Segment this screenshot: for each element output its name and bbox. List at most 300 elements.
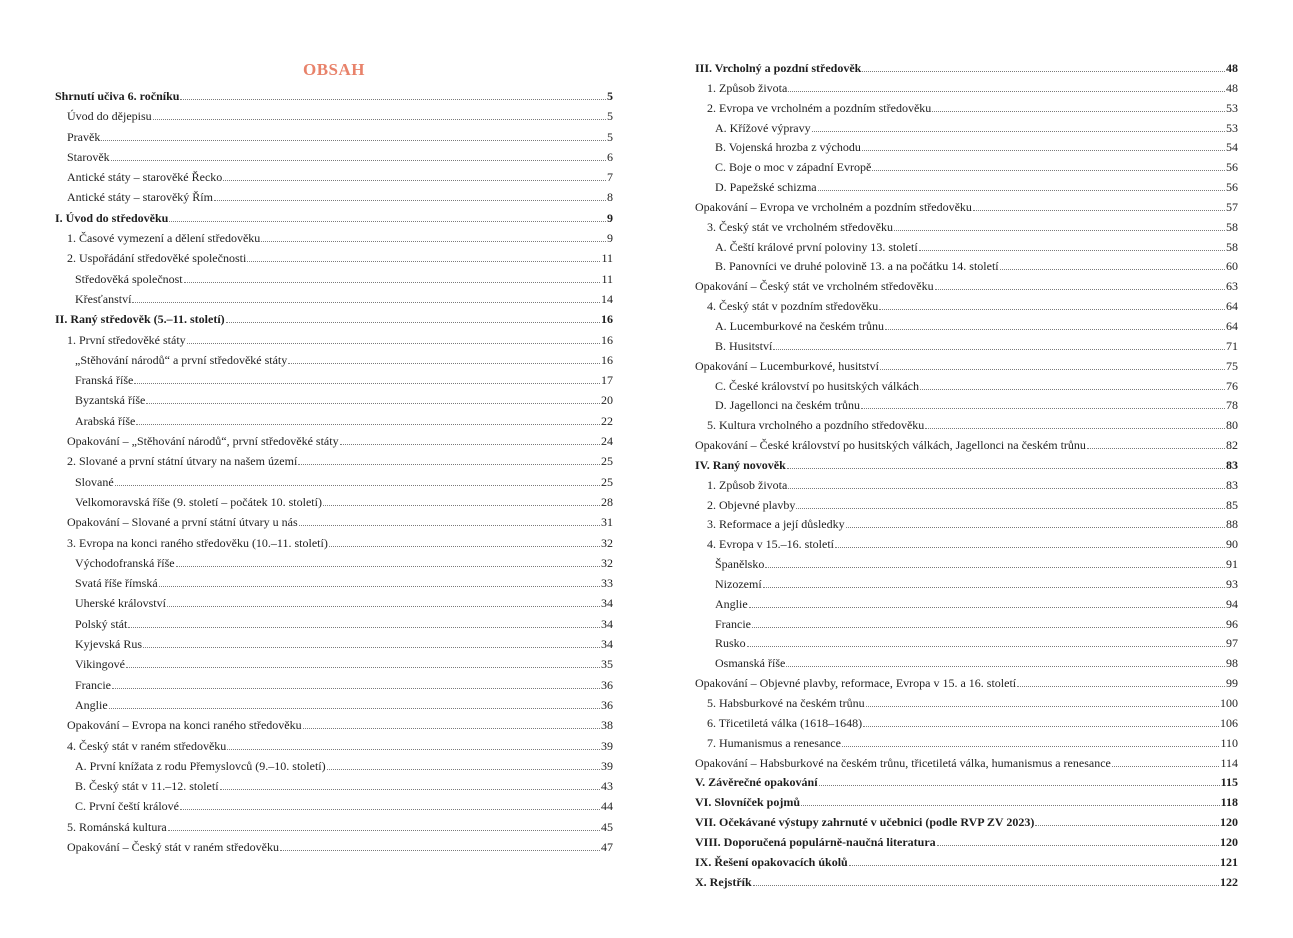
toc-entry[interactable] [695,138,1238,158]
toc-entry[interactable] [695,654,1238,674]
toc-entry-label: Křesťanství [75,291,132,306]
toc-entry-label: Opakování – „Stěhování národů“, první středověké státy [67,434,339,449]
toc-entry-page-number: 28 [601,494,613,509]
toc-entry-label: C. První čeští králové [75,799,179,814]
toc-entry[interactable] [695,436,1238,456]
dot-leader [115,484,600,486]
toc-entry-page-number: 5 [607,109,613,124]
toc-entry[interactable] [55,817,613,837]
toc-entry-label: Rusko [715,636,746,651]
toc-entry-label: A. Lucemburkové na českém trůnu [715,318,884,333]
dot-leader [788,487,1225,489]
dot-leader [184,281,601,283]
toc-entry-page-number: 16 [601,352,613,367]
dot-leader [1035,824,1219,826]
dot-leader [169,220,606,222]
dot-leader [299,524,600,526]
toc-entry-page-number: 39 [601,758,613,773]
toc-entry-page-number: 85 [1226,497,1238,512]
toc-entry[interactable] [55,675,613,695]
toc-entry[interactable] [55,187,613,207]
toc-entry[interactable] [55,533,613,553]
dot-leader [749,606,1225,608]
toc-entry-label: Opakování – České království po husitských válkách, Jagellonci na českém trůnu [695,438,1086,453]
toc-entry[interactable] [55,289,613,309]
toc-entry-label: Franská říše [75,373,134,388]
toc-entry-label: 7. Humanismus a renesance [707,735,841,750]
toc-entry-page-number: 60 [1226,259,1238,274]
toc-entry[interactable] [695,158,1238,178]
toc-entry-label: Byzantská říše [75,393,146,408]
toc-entry[interactable] [695,674,1238,694]
toc-entry-page-number: 22 [601,413,613,428]
toc-entry-label: D. Papežské schizma [715,180,817,195]
dot-leader [329,545,600,547]
toc-entry-page-number: 64 [1226,318,1238,333]
toc-entries-right [695,59,1238,892]
toc-entry[interactable] [695,99,1238,119]
toc-entry-page-number: 6 [607,149,613,164]
toc-entry[interactable] [695,277,1238,297]
toc-entry-page-number: 31 [601,515,613,530]
toc-entry-label: 5. Kultura vrcholného a pozdního středověku [707,418,925,433]
toc-entry-label: Polský stát [75,616,128,631]
toc-entry-page-number: 9 [607,210,613,225]
toc-entry-label: 4. Český stát v raném středověku [67,738,227,753]
dot-leader [846,526,1225,528]
toc-entry-page-number: 11 [601,251,613,266]
toc-entry[interactable] [55,411,613,431]
toc-entry[interactable] [55,654,613,674]
toc-entry-label: 3. Evropa na konci raného středověku (10.–11. století) [67,535,328,550]
dot-leader [303,727,600,729]
toc-entry-label: III. Vrcholný a pozdní středověk [695,61,862,75]
toc-entry-page-number: 53 [1226,100,1238,115]
toc-entry-label: Nizozemí [715,576,762,591]
toc-entry-page-number: 36 [601,697,613,712]
toc-entry-page-number: 99 [1226,676,1238,691]
dot-leader [752,626,1225,628]
toc-entry[interactable] [695,317,1238,337]
toc-entry-page-number: 75 [1226,358,1238,373]
toc-entry-label: Úvod do dějepisu [67,109,152,124]
dot-leader [214,199,606,201]
dot-leader [223,179,606,181]
dot-leader [880,368,1225,370]
toc-entry-label: I. Úvod do středověku [55,210,169,225]
toc-entry-page-number: 90 [1226,537,1238,552]
dot-leader [812,130,1225,132]
dot-leader [128,626,600,628]
toc-entry-page-number: 58 [1226,219,1238,234]
toc-entry-page-number: 47 [601,839,613,854]
dot-leader [134,382,600,384]
dot-leader [288,362,600,364]
toc-entry-label: Anglie [715,596,748,611]
toc-entry-page-number: 56 [1226,160,1238,175]
toc-entry-label: Vikingové [75,657,125,672]
dot-leader [153,118,606,120]
toc-entry[interactable] [55,492,613,512]
toc-entry-label: 6. Třicetiletá válka (1618–1648) [707,715,863,730]
toc-entry-page-number: 56 [1226,180,1238,195]
toc-entry-label: Svatá říše římská [75,576,158,591]
toc-entry-page-number: 88 [1226,517,1238,532]
dot-leader [747,645,1225,647]
toc-entry-page-number: 100 [1220,696,1238,710]
toc-entry-page-number: 106 [1220,715,1238,730]
toc-entry[interactable] [55,390,613,410]
toc-entry[interactable] [695,416,1238,436]
toc-entry-page-number: 43 [601,779,613,794]
toc-entry-label: B. Panovníci ve druhé polovině 13. a na počátku 14. století [715,259,999,274]
toc-entry-page-number: 16 [601,332,613,347]
toc-entry-label: V. Závěrečné opakování [695,775,818,790]
toc-entry-label: Opakování – Český stát v raném středověku [67,839,279,854]
dot-leader [919,249,1225,251]
toc-entry-label: 2. Evropa ve vrcholném a pozdním středověku [707,100,932,115]
dot-leader [327,768,600,770]
toc-entry[interactable] [55,127,613,147]
toc-entry-page-number: 36 [601,677,613,692]
toc-entry-label: Opakování – Český stát ve vrcholném středověku [695,279,934,294]
dot-leader [937,844,1219,846]
toc-entry[interactable] [55,167,613,187]
toc-entry[interactable] [695,79,1238,99]
toc-entry[interactable] [695,337,1238,357]
dot-leader [935,288,1225,290]
toc-entry-page-number: 96 [1226,616,1238,631]
toc-entry[interactable] [695,595,1238,615]
toc-entry-label: Východofranská říše [75,555,175,570]
toc-entry[interactable] [695,813,1238,833]
toc-entry-label: Opakování – Slované a první státní útvary u nás [67,515,298,530]
toc-entry[interactable] [695,615,1238,635]
toc-entry-page-number: 17 [601,373,613,388]
toc-entry-label: II. Raný středověk (5.–11. století) [55,312,225,327]
toc-entry-page-number: 48 [1226,80,1238,95]
dot-leader [187,342,600,344]
toc-entry-label: A. Čeští králové první poloviny 13. století [715,239,918,254]
toc-entries-left [55,86,613,857]
dot-leader [862,149,1225,151]
toc-entry[interactable] [695,198,1238,218]
toc-entry-page-number: 54 [1226,140,1238,155]
toc-entry-label: VI. Slovníček pojmů [695,795,801,810]
dot-leader [143,646,600,648]
dot-leader [1017,685,1225,687]
toc-entry-page-number: 25 [601,454,613,469]
toc-entry[interactable] [55,350,613,370]
page-title: OBSAH [302,60,366,79]
toc-entry-label: Středověká společnost [75,271,183,286]
dot-leader [168,829,600,831]
dot-leader [835,546,1225,548]
dot-leader [765,566,1225,568]
toc-entry-label: Shrnutí učiva 6. ročníku [55,89,180,103]
toc-entry[interactable] [55,472,613,492]
toc-entry-label: 3. Reformace a její důsledky [707,517,845,532]
dot-leader [861,407,1225,409]
dot-leader [801,804,1220,806]
toc-entry-label: Francie [75,677,111,692]
toc-entry-page-number: 53 [1226,120,1238,135]
toc-entry[interactable] [55,106,613,126]
toc-entry-label: 4. Český stát v pozdním středověku [707,299,879,314]
toc-entry-page-number: 24 [601,434,613,449]
toc-entry-page-number: 118 [1220,795,1238,810]
dot-leader [340,443,600,445]
dot-leader [920,388,1225,390]
toc-entry-page-number: 64 [1226,299,1238,314]
toc-entry[interactable] [55,776,613,796]
toc-entry[interactable] [695,575,1238,595]
toc-entry[interactable] [55,228,613,248]
dot-leader [763,586,1225,588]
toc-entry[interactable] [55,634,613,654]
toc-entry-label: Velkomoravská říše (9. století – počátek 10. století) [75,494,322,509]
dot-leader [788,90,1225,92]
dot-leader [132,301,600,303]
toc-entry-label: B. Husitství [715,338,773,353]
toc-entry[interactable] [55,147,613,167]
dot-leader [323,504,600,506]
toc-entry[interactable] [55,208,613,228]
dot-leader [885,328,1225,330]
dot-leader [1000,268,1225,270]
toc-entry-label: 3. Český stát ve vrcholném středověku [707,219,893,234]
toc-entry[interactable] [55,796,613,816]
dot-leader [819,784,1220,786]
toc-entry-page-number: 5 [607,129,613,144]
toc-entry-label: 2. Objevné plavby [707,497,796,512]
toc-entry[interactable] [695,238,1238,258]
toc-entry-label: 1. První středověké státy [67,332,186,347]
toc-entry-page-number: 122 [1220,874,1238,889]
toc-entry-label: 5. Románská kultura [67,819,167,834]
toc-entry-label: B. Český stát v 11.–12. století [75,779,219,794]
toc-entry[interactable] [695,634,1238,654]
toc-entry[interactable] [695,59,1238,79]
toc-entry-label: Antické státy – starověké Řecko [67,170,223,185]
toc-entry-label: Opakování – Evropa ve vrcholném a pozdním středověku [695,199,972,214]
toc-entry-label: IV. Raný novověk [695,457,786,472]
toc-entry[interactable] [695,178,1238,198]
toc-entry[interactable] [695,714,1238,734]
toc-entry-label: Arabská říše [75,413,136,428]
toc-entry[interactable] [695,773,1238,793]
toc-entry-page-number: 121 [1220,854,1238,869]
toc-entry[interactable] [55,593,613,613]
toc-entry-label: Starověk [67,149,110,164]
dot-leader [159,585,600,587]
dot-leader [786,665,1225,667]
toc-entry[interactable] [695,535,1238,555]
toc-entry[interactable] [695,297,1238,317]
dot-leader [167,605,600,607]
toc-entry-page-number: 115 [1220,775,1238,790]
dot-leader [227,748,600,750]
toc-entry-page-number: 97 [1226,636,1238,651]
toc-entry-label: D. Jagellonci na českém trůnu [715,398,860,413]
toc-entry[interactable] [55,431,613,451]
toc-entry-label: Pravěk [67,129,101,144]
toc-entry-label: Španělsko [715,557,765,572]
dot-leader [879,308,1225,310]
toc-entry-page-number: 83 [1226,477,1238,492]
toc-entry[interactable] [695,119,1238,139]
toc-entry-page-number: 7 [607,170,613,185]
toc-entry[interactable] [695,694,1238,714]
dot-leader [866,705,1219,707]
toc-entry[interactable] [695,853,1238,873]
dot-leader [787,467,1225,469]
toc-entry-page-number: 114 [1220,755,1238,770]
toc-entry-page-number: 120 [1220,815,1238,830]
toc-entry[interactable] [55,86,613,106]
toc-entry[interactable] [55,614,613,634]
toc-entry-label: C. České království po husitských válkách [715,378,919,393]
toc-entry-page-number: 80 [1226,418,1238,433]
dot-leader [773,348,1225,350]
toc-entry-page-number: 83 [1226,457,1238,472]
dot-leader [176,565,600,567]
toc-entry-page-number: 48 [1226,61,1238,75]
toc-entry-label: X. Rejstřík [695,874,752,889]
dot-leader [753,884,1219,886]
dot-leader [280,849,600,851]
toc-entry[interactable] [695,515,1238,535]
dot-leader [1087,447,1225,449]
toc-entry-label: 2. Slované a první státní útvary na našem území [67,454,298,469]
dot-leader [894,229,1225,231]
toc-entry[interactable] [55,573,613,593]
toc-entry-page-number: 33 [601,576,613,591]
toc-entry-page-number: 93 [1226,576,1238,591]
toc-entry-page-number: 91 [1226,557,1238,572]
toc-entry-label: C. Boje o moc v západní Evropě [715,160,872,175]
toc-entry[interactable] [55,370,613,390]
toc-entry[interactable] [695,257,1238,277]
toc-entry[interactable] [55,309,613,329]
toc-entry[interactable] [695,476,1238,496]
toc-entry-page-number: 32 [601,535,613,550]
toc-entry-page-number: 76 [1226,378,1238,393]
toc-entry-label: Antické státy – starověký Řím [67,190,213,205]
dot-leader [101,139,606,141]
toc-entry-label: 4. Evropa v 15.–16. století [707,537,834,552]
dot-leader [111,159,606,161]
dot-leader [863,725,1219,727]
toc-entry[interactable] [695,754,1238,774]
toc-entry-page-number: 25 [601,474,613,489]
dot-leader [146,402,600,404]
toc-entry-label: „Stěhování národů“ a první středověké státy [75,352,288,367]
dot-leader [862,70,1225,72]
toc-entry-page-number: 110 [1220,735,1238,750]
toc-entry-label: Opakování – Habsburkové na českém trůnu, třicetiletá válka, humanismus a renesance [695,755,1111,770]
toc-entry[interactable] [55,330,613,350]
toc-entry[interactable] [55,736,613,756]
toc-entry-page-number: 120 [1220,834,1238,849]
toc-entry-page-number: 16 [601,312,613,327]
dot-leader [180,98,606,100]
toc-entry[interactable] [55,553,613,573]
toc-entry[interactable] [695,456,1238,476]
toc-entry[interactable] [695,793,1238,813]
toc-entry-page-number: 44 [601,799,613,814]
toc-entry-page-number: 5 [607,89,613,103]
toc-entry[interactable] [695,396,1238,416]
toc-entry[interactable] [695,833,1238,853]
toc-entry-label: Opakování – Evropa na konci raného středověku [67,718,302,733]
toc-entry-label: Osmanská říše [715,656,786,671]
toc-entry-page-number: 11 [601,271,613,286]
dot-leader [180,808,600,810]
toc-entry-label: VII. Očekávané výstupy zahrnuté v učebnici (podle RVP ZV 2023) [695,815,1035,830]
toc-entry[interactable] [695,377,1238,397]
toc-entry[interactable] [55,269,613,289]
toc-entry-label: 1. Způsob života [707,477,788,492]
toc-entry-label: Opakování – Lucemburkové, husitství [695,358,879,373]
toc-entry[interactable] [695,873,1238,893]
toc-entry-page-number: 14 [601,291,613,306]
toc-entry-page-number: 71 [1226,338,1238,353]
toc-entry[interactable] [55,248,613,268]
dot-leader [932,110,1225,112]
toc-entry-page-number: 58 [1226,239,1238,254]
toc-entry-page-number: 57 [1226,199,1238,214]
toc-entry[interactable] [695,218,1238,238]
dot-leader [842,745,1219,747]
toc-entry-label: Anglie [75,697,108,712]
dot-leader [1112,765,1220,767]
toc-entry[interactable] [55,512,613,532]
dot-leader [796,507,1225,509]
toc-entry[interactable] [695,555,1238,575]
dot-leader [136,423,600,425]
toc-entry[interactable] [695,734,1238,754]
toc-entry-label: IX. Řešení opakovacích úkolů [695,854,848,869]
toc-entry[interactable] [695,357,1238,377]
toc-entry-page-number: 38 [601,718,613,733]
toc-entry-page-number: 94 [1226,596,1238,611]
toc-entry-page-number: 9 [607,231,613,246]
toc-entry-label: Francie [715,616,751,631]
toc-entry-label: VIII. Doporučená populárně-naučná literatura [695,834,936,849]
toc-entry[interactable] [695,496,1238,516]
toc-entry-label: B. Vojenská hrozba z východu [715,140,861,155]
toc-entry-label: 1. Časové vymezení a dělení středověku [67,231,261,246]
toc-entry-page-number: 45 [601,819,613,834]
toc-entry-page-number: 32 [601,555,613,570]
toc-entry-page-number: 34 [601,596,613,611]
toc-entry-page-number: 35 [601,657,613,672]
toc-entry[interactable] [55,451,613,471]
dot-leader [261,240,606,242]
toc-entry-label: Slované [75,474,114,489]
toc-entry[interactable] [55,715,613,735]
toc-entry[interactable] [55,695,613,715]
dot-leader [109,707,600,709]
toc-entry-label: Opakování – Objevné plavby, reformace, Evropa v 15. a 16. století [695,676,1017,691]
toc-entry-page-number: 63 [1226,279,1238,294]
toc-entry-page-number: 20 [601,393,613,408]
toc-entry[interactable] [55,756,613,776]
dot-leader [818,189,1225,191]
toc-entry[interactable] [55,837,613,857]
toc-entry-page-number: 8 [607,190,613,205]
